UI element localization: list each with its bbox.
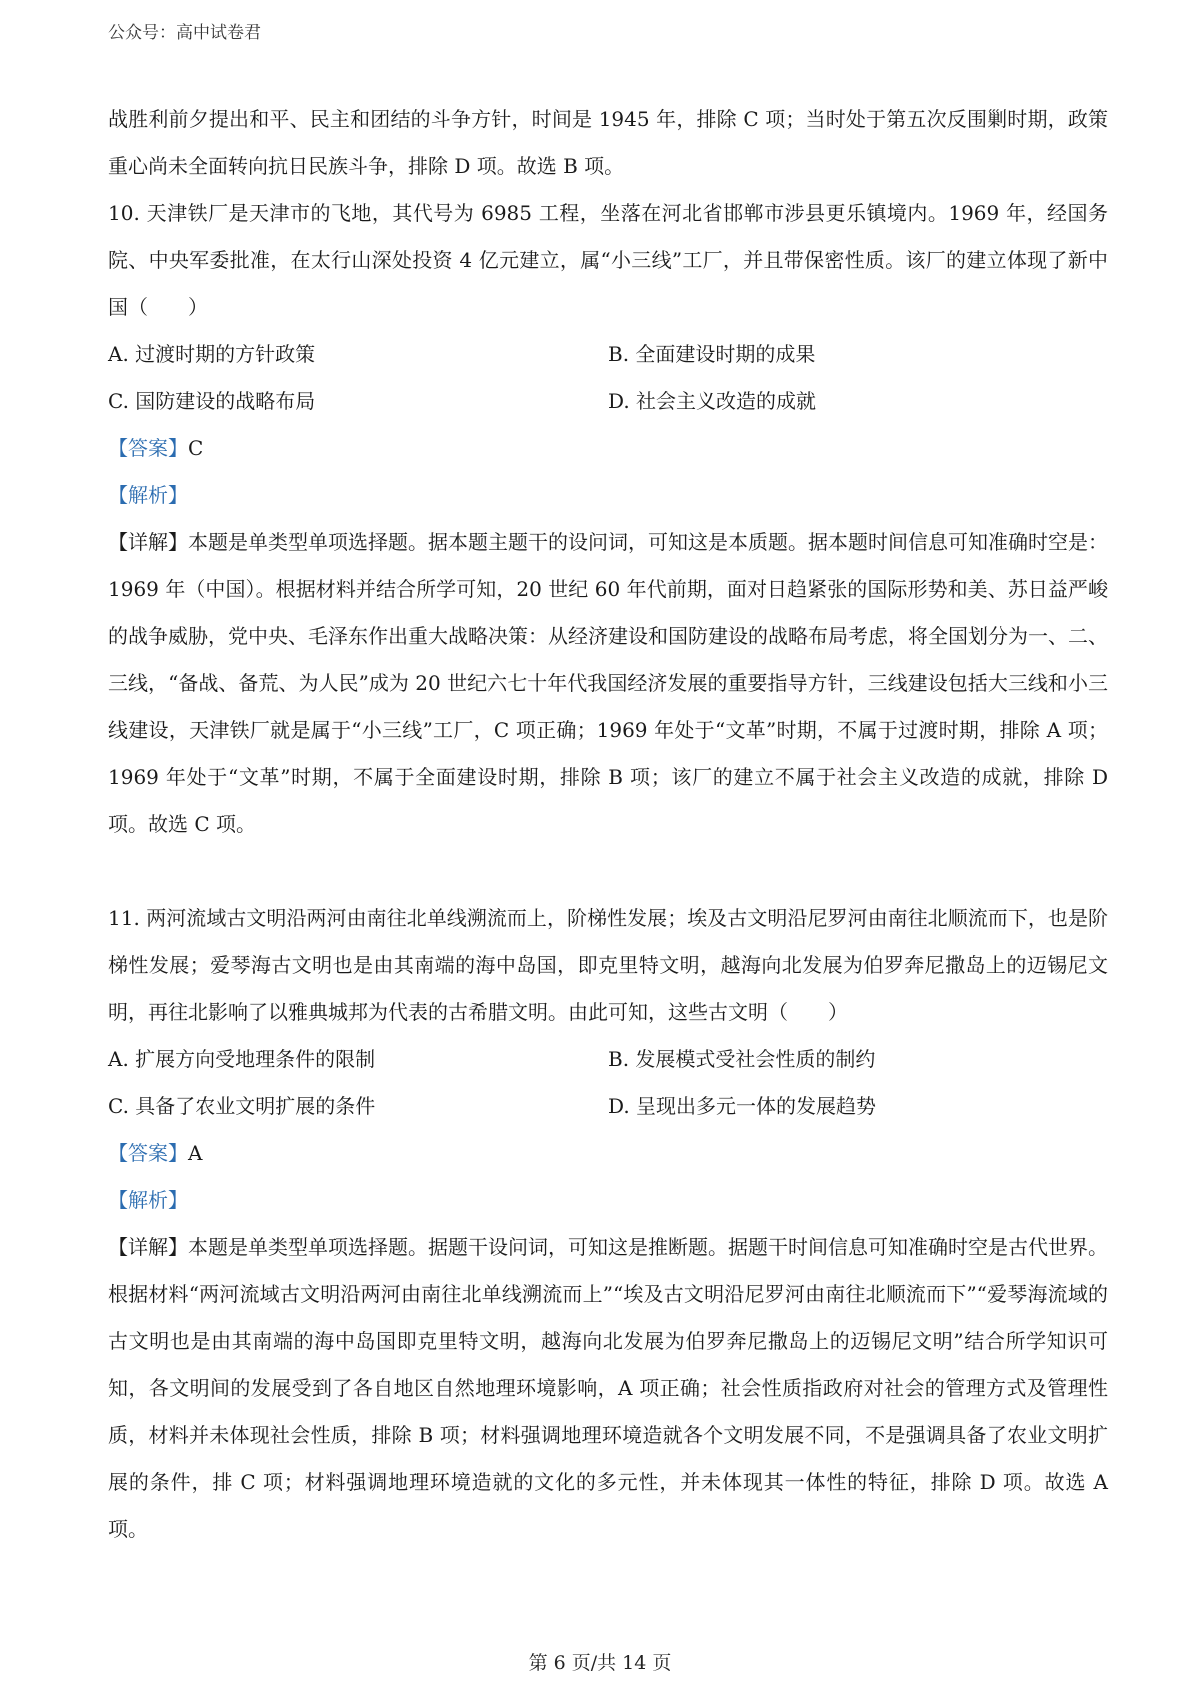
question-10-option-c: C. 国防建设的战略布局 [108, 389, 316, 413]
question-10-analysis-line [108, 472, 1108, 519]
question-11-detail [108, 1224, 1108, 1553]
analysis-tag: 【解析】 [108, 1188, 188, 1212]
continuation-paragraph: 战胜利前夕提出和平、民主和团结的斗争方针，时间是 1945 年，排除 C 项；当时处于第五次反围剿时期，政策重心尚未全面转向抗日民族斗争，排除 D 项。故选 B 项。 [108, 107, 1108, 178]
question-10-detail-text: 本题是单类型单项选择题。据本题主题干的设问词，可知这是本质题。据本题时间信息可知准确时空是：1969 年（中国）。根据材料并结合所学可知，20 世纪 60 年代前期，面对日趋紧张的国际形势和美、苏日益严峻的战争威胁，党中央、毛泽东作出重大战略决策：从经济建设和国防建设的战略布局考虑，将全国划分为一、二、三线，“备战、备荒、为人民”成为 20 世纪六七十年代我国经济发展的重要指导方针，三线建设包括大三线和小三线建设，天津铁厂就是属于“小三线”工厂，C 项正确；1969 年处于“文革”时期，不属于过渡时期，排除 A 项；1969 年处于“文革”时期，不属于全面建设时期，排除 B 项；该厂的建立不属于社会主义改造的成就，排除 D 项。故选 C 项。 [108, 530, 1108, 836]
detail-tag: 【详解】 [108, 530, 188, 554]
question-10 [108, 190, 1108, 848]
section-gap [108, 848, 1108, 895]
question-11-option-d: D. 呈现出多元一体的发展趋势 [608, 1094, 877, 1118]
question-11-answer-line [108, 1130, 1108, 1177]
question-10-answer: C [188, 436, 204, 460]
question-10-options [108, 331, 1108, 425]
answer-tag: 【答案】 [108, 1141, 188, 1165]
document-body [108, 96, 1108, 1553]
question-11-answer: A [188, 1141, 203, 1165]
answer-tag: 【答案】 [108, 436, 188, 460]
question-11 [108, 895, 1108, 1553]
question-11-analysis-line [108, 1177, 1108, 1224]
page-number: 第 6 页/共 14 页 [528, 1652, 672, 1674]
question-11-options [108, 1036, 1108, 1130]
question-10-option-b: B. 全面建设时期的成果 [608, 342, 816, 366]
question-10-option-a: A. 过渡时期的方针政策 [108, 342, 316, 366]
analysis-tag: 【解析】 [108, 483, 188, 507]
question-10-answer-line [108, 425, 1108, 472]
question-11-stem: 11. 两河流域古文明沿两河由南往北单线溯流而上，阶梯性发展；埃及古文明沿尼罗河由南往北顺流而下，也是阶梯性发展；爱琴海古文明也是由其南端的海中岛国，即克里特文明，越海向北发展为伯罗奔尼撒岛上的迈锡尼文明，再往北影响了以雅典城邦为代表的古希腊文明。由此可知，这些古文明（ ） [108, 906, 1108, 1024]
header-note: 公众号：高中试卷君 [108, 23, 261, 43]
question-10-detail [108, 519, 1108, 848]
question-11-option-c: C. 具备了农业文明扩展的条件 [108, 1094, 376, 1118]
question-10-option-d: D. 社会主义改造的成就 [608, 389, 817, 413]
question-11-detail-text: 本题是单类型单项选择题。据题干设问词，可知这是推断题。据题干时间信息可知准确时空是古代世界。根据材料“两河流域古文明沿两河由南往北单线溯流而上”“埃及古文明沿尼罗河由南往北顺流而下”“爱琴海流域的古文明也是由其南端的海中岛国即克里特文明，越海向北发展为伯罗奔尼撒岛上的迈锡尼文明”结合所学知识可知，各文明间的发展受到了各自地区自然地理环境影响，A 项正确；社会性质指政府对社会的管理方式及管理性质，材料并未体现社会性质，排除 B 项；材料强调地理环境造就各个文明发展不同，不是强调具备了农业文明扩展的条件，排 C 项；材料强调地理环境造就的文化的多元性，并未体现其一体性的特征，排除 D 项。故选 A 项。 [108, 1235, 1108, 1541]
question-11-option-a: A. 扩展方向受地理条件的限制 [108, 1047, 376, 1071]
detail-tag: 【详解】 [108, 1235, 188, 1259]
question-11-option-b: B. 发展模式受社会性质的制约 [608, 1047, 876, 1071]
question-10-stem: 10. 天津铁厂是天津市的飞地，其代号为 6985 工程，坐落在河北省邯郸市涉县更乐镇境内。1969 年，经国务院、中央军委批准，在太行山深处投资 4 亿元建立，属“小三线”工厂，并且带保密性质。该厂的建立体现了新中国（ ） [108, 201, 1108, 319]
